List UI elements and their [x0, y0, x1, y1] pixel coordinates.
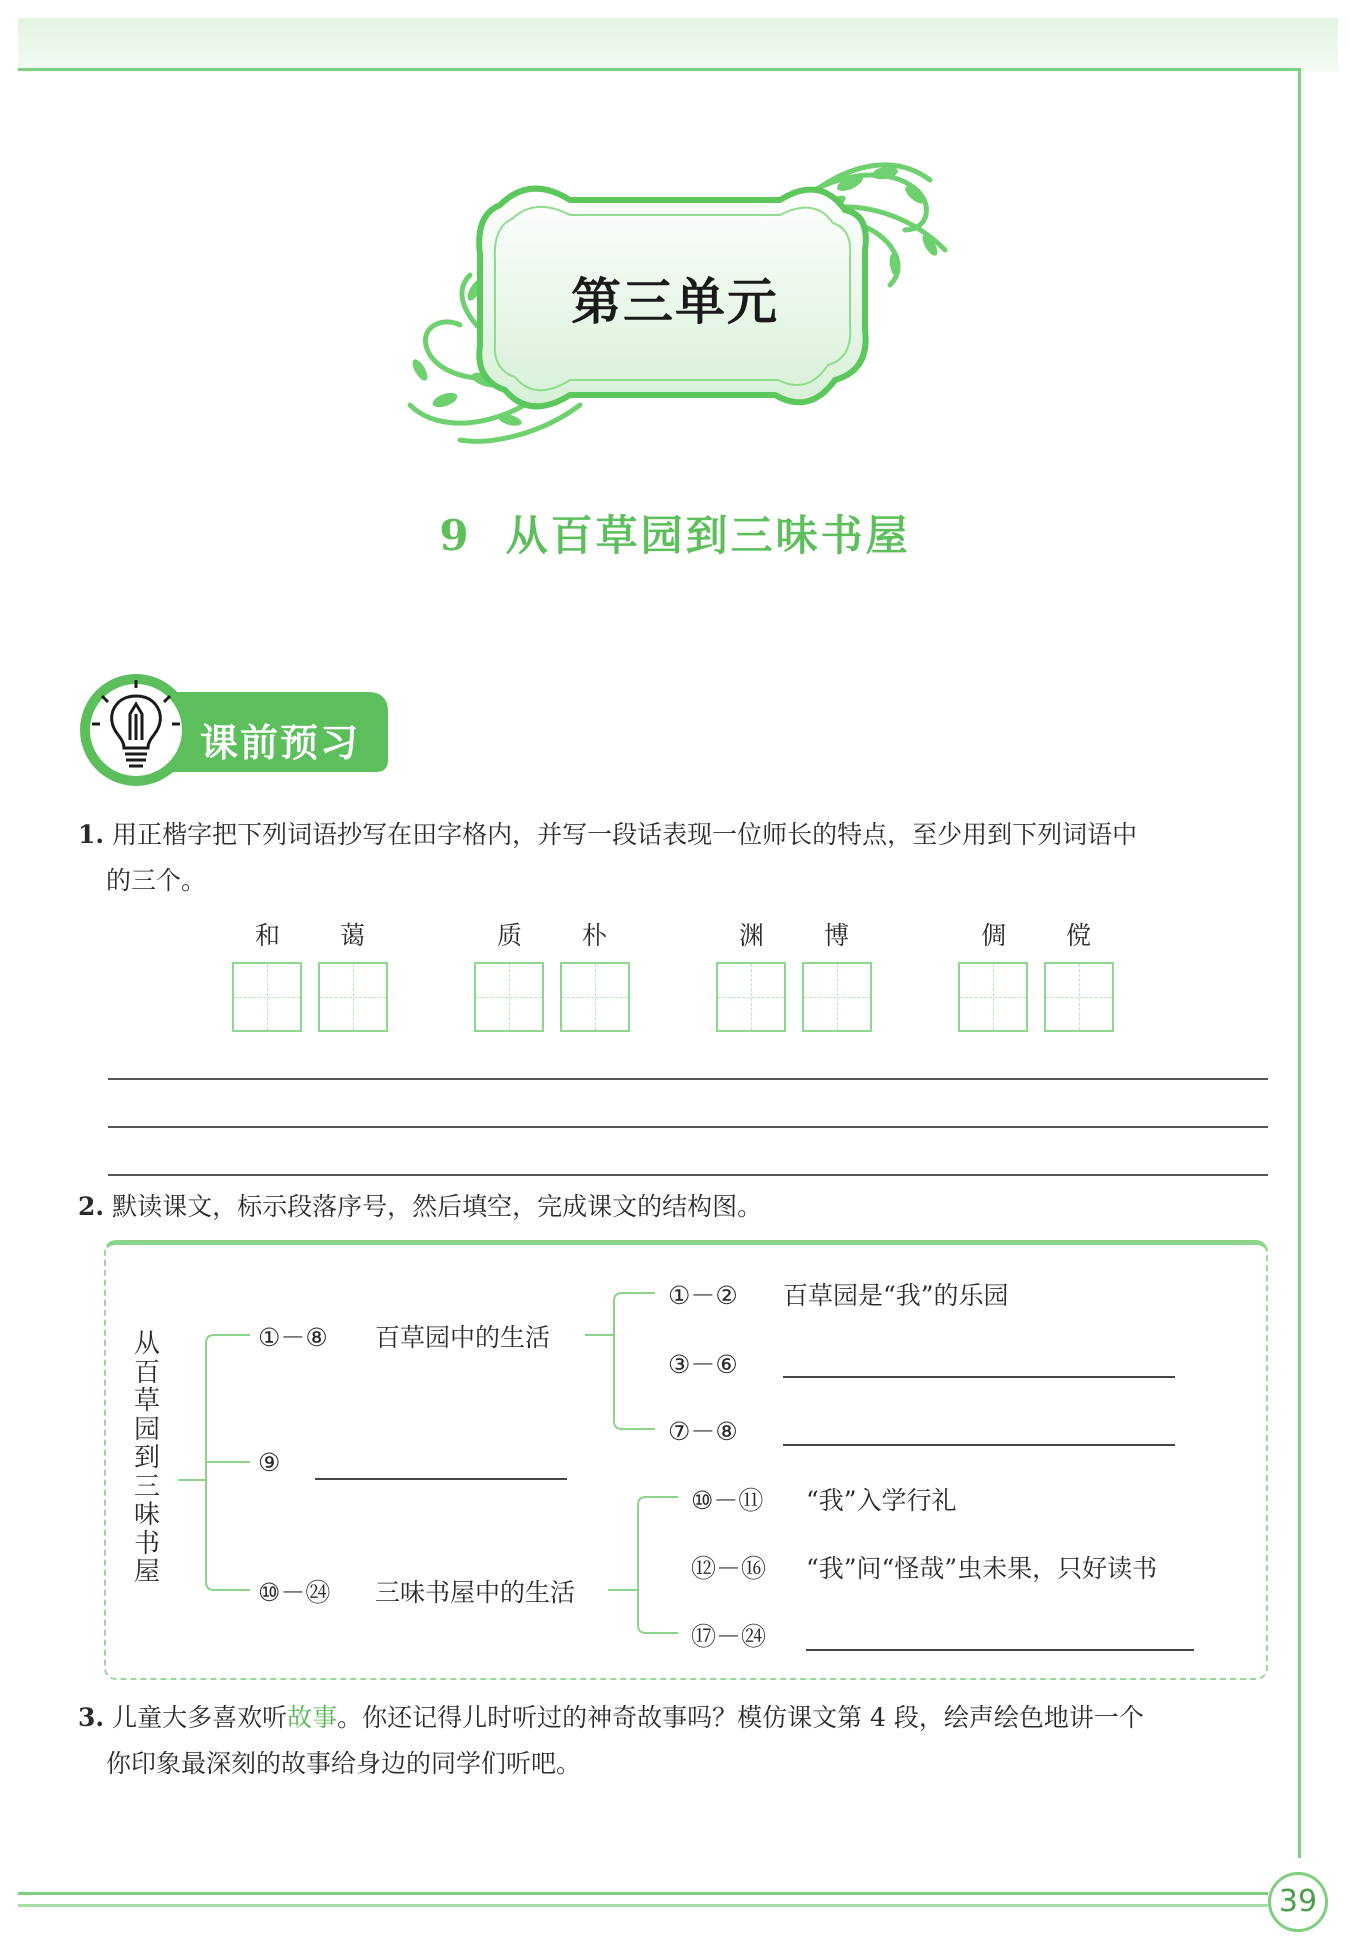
question-1 [78, 812, 1278, 904]
branch-label: 百草园中的生活 [375, 1323, 551, 1352]
question-3 [78, 1695, 1278, 1787]
word-char: 蔼 [340, 921, 366, 950]
sub-range: ③－⑥ [668, 1350, 738, 1379]
sub-range: ①－② [668, 1281, 738, 1310]
highlight-word: 故事 [287, 1703, 338, 1732]
question-text: 。你还记得儿时听过的神奇故事吗？模仿课文第 4 段，绘声绘色地讲一个 [337, 1703, 1144, 1732]
tianzige-box[interactable] [716, 962, 786, 1032]
page-header-band [18, 18, 1338, 72]
word-char: 博 [824, 921, 850, 950]
sub-range: ⑩－⑪ [691, 1486, 764, 1515]
question-number: 1. [78, 820, 105, 849]
fill-blank[interactable] [315, 1478, 567, 1480]
fill-blank[interactable] [783, 1376, 1175, 1378]
question-text: 用正楷字把下列词语抄写在田字格内，并写一段话表现一位师长的特点，至少用到下列词语中 [112, 820, 1138, 849]
word-char: 质 [497, 921, 523, 950]
page-frame-right [1298, 68, 1301, 1858]
question-number: 2. [78, 1192, 105, 1221]
page-frame-bottom-inner [18, 1904, 1268, 1907]
branch-range: ⑩－㉔ [258, 1578, 331, 1607]
fill-blank[interactable] [806, 1649, 1194, 1651]
lesson-name: 从百草园到三味书屋 [505, 511, 911, 560]
word-char: 傥 [1066, 921, 1092, 950]
word-char: 倜 [981, 921, 1007, 950]
tianzige-box[interactable] [1044, 962, 1114, 1032]
tianzige-box[interactable] [318, 962, 388, 1032]
answer-line[interactable] [108, 1174, 1268, 1176]
page-frame-bottom [18, 1892, 1268, 1895]
section-label: 课前预习 [200, 721, 361, 765]
branch-range: ⑨ [258, 1448, 281, 1477]
question-number: 3. [78, 1703, 105, 1732]
question-text: 默读课文，标示段落序号，然后填空，完成课文的结构图。 [112, 1192, 763, 1221]
word-char: 朴 [582, 921, 608, 950]
word-char: 渊 [739, 921, 765, 950]
sub-label: “我”问“怪哉”虫未果，只好读书 [806, 1554, 1158, 1583]
tianzige-box[interactable] [802, 962, 872, 1032]
answer-line[interactable] [108, 1126, 1268, 1128]
question-text-cont: 的三个。 [106, 866, 207, 895]
question-2 [78, 1184, 1278, 1230]
word-char: 和 [255, 921, 281, 950]
branch-label: 三味书屋中的生活 [375, 1578, 576, 1607]
sub-range: ⑰－㉔ [691, 1622, 767, 1651]
structure-root-label: 从百草园到三味书屋 [133, 1329, 160, 1587]
page-number: 39 [1268, 1872, 1328, 1932]
sub-range: ⑫－⑯ [691, 1554, 767, 1583]
lesson-title [0, 503, 1350, 563]
sub-label: 百草园是“我”的乐园 [783, 1281, 1009, 1310]
unit-title: 第三单元 [571, 273, 779, 331]
sub-range: ⑦－⑧ [668, 1417, 738, 1446]
tianzige-box[interactable] [232, 962, 302, 1032]
lesson-number: 9 [439, 511, 472, 560]
question-text: 儿童大多喜欢听 [112, 1703, 288, 1732]
answer-line[interactable] [108, 1078, 1268, 1080]
tianzige-box[interactable] [560, 962, 630, 1032]
fill-blank[interactable] [783, 1444, 1175, 1446]
question-text-cont: 你印象最深刻的故事给身边的同学们听吧。 [106, 1749, 582, 1778]
sub-label: “我”入学行礼 [806, 1486, 957, 1515]
tianzige-box[interactable] [958, 962, 1028, 1032]
page-frame-top [18, 68, 1300, 71]
tianzige-box[interactable] [474, 962, 544, 1032]
branch-range: ①－⑧ [258, 1323, 328, 1352]
